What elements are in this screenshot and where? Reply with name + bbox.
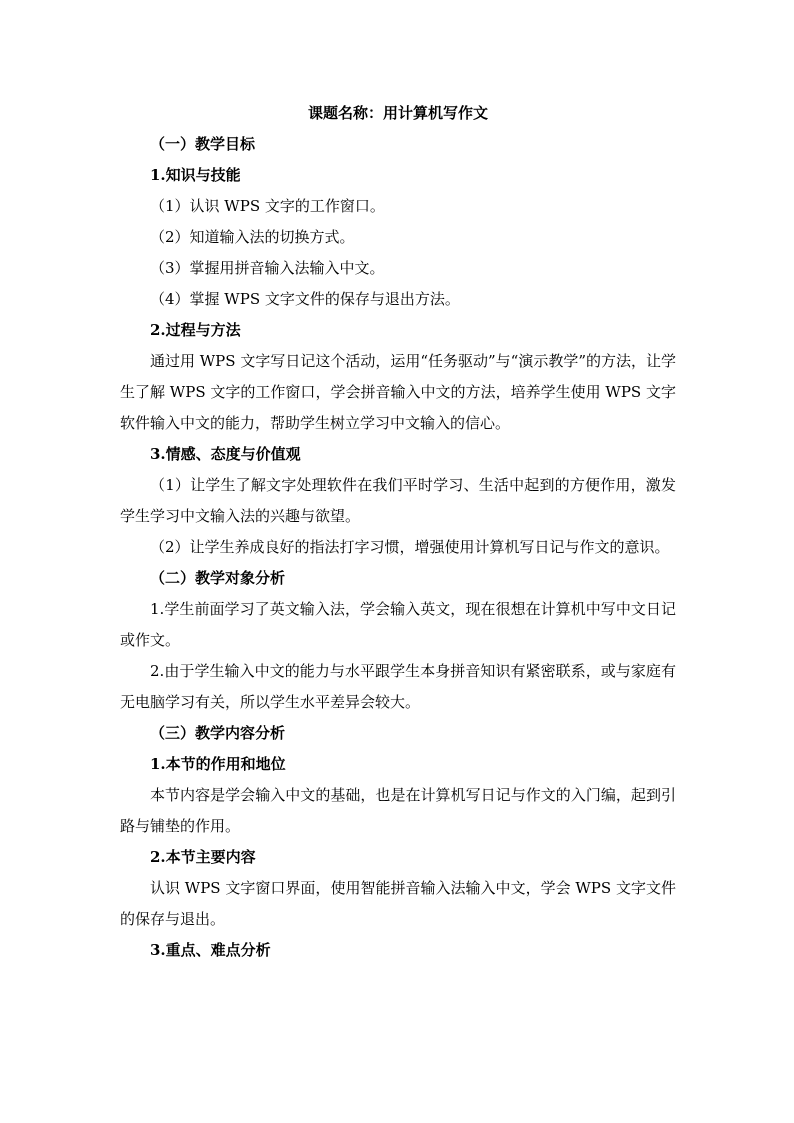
subheading-process-methods: 2.过程与方法 (150, 321, 241, 339)
subheading-main-content: 2.本节主要内容 (150, 848, 256, 866)
subheading-key-difficult-points: 3.重点、难点分析 (150, 941, 271, 959)
paragraph: 本节内容是学会输入中文的基础，也是在计算机写日记与作文的入门编，起到引路与铺垫的作用。 (120, 786, 676, 835)
paragraph: （1）让学生了解文字处理软件在我们平时学习、生活中起到的方便作用，激发学生学习中文输入法的兴趣与欲望。 (120, 476, 676, 525)
paragraph: （2）知道输入法的切换方式。 (150, 228, 355, 246)
document-title: 课题名称：用计算机写作文 (307, 104, 488, 122)
paragraph: （3）掌握用拼音输入法输入中文。 (150, 259, 385, 277)
section-heading-teaching-goals: （一）教学目标 (150, 135, 256, 153)
subheading-emotion-values: 3.情感、态度与价值观 (150, 445, 301, 463)
paragraph: 1.学生前面学习了英文输入法，学会输入英文，现在很想在计算机中写中文日记或作文。 (120, 600, 676, 649)
paragraph: （1）认识 WPS 文字的工作窗口。 (150, 197, 385, 215)
section-heading-student-analysis: （二）教学对象分析 (150, 569, 286, 587)
subheading-knowledge-skills: 1.知识与技能 (150, 166, 241, 184)
document-page (120, 98, 676, 966)
paragraph: （4）掌握 WPS 文字文件的保存与退出方法。 (150, 290, 460, 308)
paragraph: （2）让学生养成良好的指法打字习惯，增强使用计算机写日记与作文的意识。 (150, 538, 670, 556)
paragraph: 认识 WPS 文字窗口界面，使用智能拼音输入法输入中文，学会 WPS 文字文件的保存与退出。 (120, 879, 676, 928)
section-heading-content-analysis: （三）教学内容分析 (150, 724, 286, 742)
paragraph: 通过用 WPS 文字写日记这个活动，运用“任务驱动”与“演示教学”的方法，让学生了解 WPS 文字的工作窗口，学会拼音输入中文的方法，培养学生使用 WPS 文字软件输入中文的能力，帮助学生树立学习中文输入的信心。 (120, 352, 676, 432)
subheading-role-position: 1.本节的作用和地位 (150, 755, 286, 773)
paragraph: 2.由于学生输入中文的能力与水平跟学生本身拼音知识有紧密联系，或与家庭有无电脑学习有关，所以学生水平差异会较大。 (120, 662, 676, 711)
